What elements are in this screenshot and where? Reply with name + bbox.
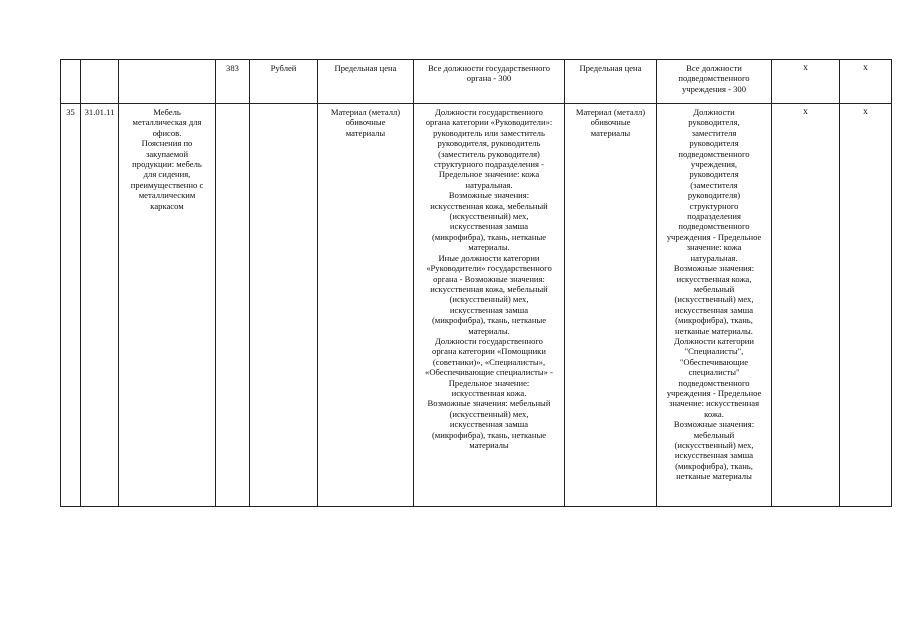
cell-text-line: кожа. — [704, 408, 724, 419]
cell-text-line: искусственная замша — [449, 419, 529, 430]
cell-text-line: Предельное значение: — [448, 377, 530, 388]
row-number-cell — [61, 60, 81, 104]
cell-text-line: руководителя — [689, 169, 739, 180]
cell-text-line: «Руководители» государственного — [426, 263, 552, 274]
cell-text-line: "Специалисты", — [684, 346, 744, 357]
cell-text-line: руководителя, — [688, 117, 740, 128]
cell-text-line: подразделения — [687, 211, 741, 222]
table-row — [61, 104, 892, 507]
cell-text-line: (советники)», «Специалисты», — [432, 356, 546, 367]
x-mark-cell: x — [772, 60, 840, 104]
cell-text-line: (искусственный) мех, — [674, 294, 754, 305]
cell-text-line: Возможные значения: — [673, 263, 755, 274]
cell-text-line: Должности категории — [673, 335, 754, 346]
cell-text-line: подведомственного — [678, 73, 750, 84]
characteristic-cell — [318, 104, 414, 507]
cell-text-line: (микрофибра), ткань, нетканые — [431, 231, 547, 242]
cell-text-line: Предельная цена — [579, 63, 642, 73]
cell-text-line: продукции: мебель — [132, 159, 202, 170]
cell-text-line: искусственная замша — [449, 304, 529, 315]
cell-text-line: Материал (металл) — [330, 107, 401, 117]
unit-name-cell: Рублей — [250, 60, 318, 104]
product-name-cell — [119, 60, 216, 104]
cell-text-line: (искусственный) мех, — [449, 408, 529, 419]
cell-text-line: преимущественно с — [130, 179, 204, 190]
cell-text-line: органа - Возможные значения: — [433, 273, 545, 284]
cell-text-line: материалы — [590, 127, 631, 138]
cell-text-line: металлическим — [138, 190, 196, 201]
cell-text-line: Материал (металл) — [575, 107, 646, 117]
cell-text-line: Возможные значения: мебельный — [427, 398, 551, 409]
cell-text-line: Возможные значения: — [448, 190, 530, 201]
cell-text-line: (искусственный) мех, — [449, 294, 529, 305]
cell-text-line: подведомственного — [678, 148, 750, 159]
product-name-cell — [119, 104, 216, 507]
cell-text-line: Предельное значение: кожа — [438, 169, 540, 180]
unit-code-cell: 383 — [216, 60, 250, 104]
cell-text-line: искусственная замша — [674, 304, 754, 315]
characteristic-value-cell — [414, 60, 565, 104]
cell-text-line: (заместителя — [690, 179, 738, 190]
cell-text-line: учреждения - Предельное — [666, 387, 762, 398]
okpd-code-cell: 31.01.11 — [81, 104, 119, 507]
cell-text-line: для сидения, — [143, 169, 191, 180]
cell-text-line: Мебель — [153, 107, 181, 117]
cell-text-line: металлическая для — [132, 117, 202, 128]
cell-text-line: руководителя, руководитель — [437, 138, 541, 149]
cell-text-line: (микрофибра), ткань, — [675, 460, 753, 471]
cell-text-line: органа категории «Руководители»: — [425, 117, 553, 128]
x-mark-cell: x — [840, 60, 892, 104]
cell-text-line: Возможные значения: — [673, 419, 755, 430]
cell-text-line: учреждения - 300 — [681, 83, 747, 94]
cell-text-line: Должности — [693, 107, 735, 117]
cell-text-line: искусственная кожа, мебельный — [430, 283, 548, 294]
cell-text-line: мебельный — [693, 283, 735, 294]
cell-text-line: материалы. — [468, 325, 510, 336]
cell-text-line: офисов. — [152, 127, 182, 138]
cell-text-line: искусственная кожа, мебельный — [430, 200, 548, 211]
cell-text-line: (микрофибра), ткань, нетканые — [431, 315, 547, 326]
cell-text-line: «Обеспечивающие специалисты» - — [425, 367, 553, 378]
cell-text-line: учреждения - Предельное — [666, 231, 762, 242]
cell-text-line: мебельный — [693, 429, 735, 440]
cell-text-line: Предельная цена — [334, 63, 397, 73]
cell-text-line: закупаемой — [145, 148, 189, 159]
cell-text-line: (заместитель руководителя) — [438, 148, 540, 159]
cell-text-line: учреждения, — [690, 159, 738, 170]
cell-text-line: руководителя) — [687, 190, 741, 201]
cell-text-line: (микрофибра), ткань, — [675, 315, 753, 326]
cell-text-line: заместителя — [691, 127, 737, 138]
cell-text-line: натуральная. — [690, 252, 738, 263]
cell-text-line: нетканые материалы — [676, 471, 752, 482]
cell-text-line: руководитель или заместитель — [433, 127, 545, 138]
requirements-table — [60, 59, 892, 507]
characteristic-value-cell — [414, 104, 565, 507]
cell-text-line: искусственная кожа, — [676, 273, 752, 284]
cell-text-line: каркасом — [150, 200, 184, 211]
cell-text-line: искусственная замша — [449, 221, 529, 232]
cell-text-line: материалы. — [468, 242, 510, 253]
cell-text-line: Должности государственного — [435, 107, 543, 117]
cell-text-line: натуральная. — [465, 179, 513, 190]
cell-text-line: материалы — [469, 440, 509, 450]
cell-text-line: значение: кожа — [686, 242, 742, 253]
cell-text-line: структурного — [689, 200, 739, 211]
subordinate-value-cell — [657, 104, 772, 507]
cell-text-line: Иные должности категории — [438, 252, 540, 263]
cell-text-line: подведомственного — [678, 377, 750, 388]
unit-name-cell — [250, 104, 318, 507]
cell-text-line: обивочные — [590, 117, 631, 128]
subordinate-characteristic-cell — [565, 60, 657, 104]
cell-text-line: Все должности — [686, 63, 742, 73]
subordinate-value-cell — [657, 60, 772, 104]
characteristic-cell — [318, 60, 414, 104]
cell-text-line: обивочные — [345, 117, 386, 128]
cell-text-line: искусственная кожа. — [451, 387, 527, 398]
cell-text-line: (искусственный) мех, — [449, 211, 529, 222]
x-mark-cell: x — [772, 104, 840, 507]
cell-text-line: органа категории «Помощники — [432, 346, 546, 357]
unit-code-cell — [216, 104, 250, 507]
subordinate-characteristic-cell — [565, 104, 657, 507]
row-number-cell: 35 — [61, 104, 81, 507]
cell-text-line: специалисты" — [688, 367, 740, 378]
okpd-code-cell — [81, 60, 119, 104]
cell-text-line: органа - 300 — [466, 73, 512, 84]
cell-text-line: Все должности государственного — [427, 63, 551, 73]
cell-text-line: нетканые материалы. — [675, 325, 753, 336]
cell-text-line: (микрофибра), ткань, нетканые — [431, 429, 547, 440]
cell-text-line: "Обеспечивающие — [679, 356, 749, 367]
cell-text-line: искусственная замша — [674, 450, 754, 461]
cell-text-line: материалы — [345, 127, 386, 138]
x-mark-cell: x — [840, 104, 892, 507]
cell-text-line: Пояснения по — [141, 138, 193, 149]
cell-text-line: значение: искусственная — [668, 398, 760, 409]
cell-text-line: подведомственного — [678, 221, 750, 232]
table-row — [61, 60, 892, 104]
cell-text-line: структурного подразделения - — [434, 159, 544, 170]
cell-text-line: Должности государственного — [435, 335, 543, 346]
cell-text-line: (искусственный) мех, — [674, 440, 754, 450]
cell-text-line: руководителя — [689, 138, 739, 149]
